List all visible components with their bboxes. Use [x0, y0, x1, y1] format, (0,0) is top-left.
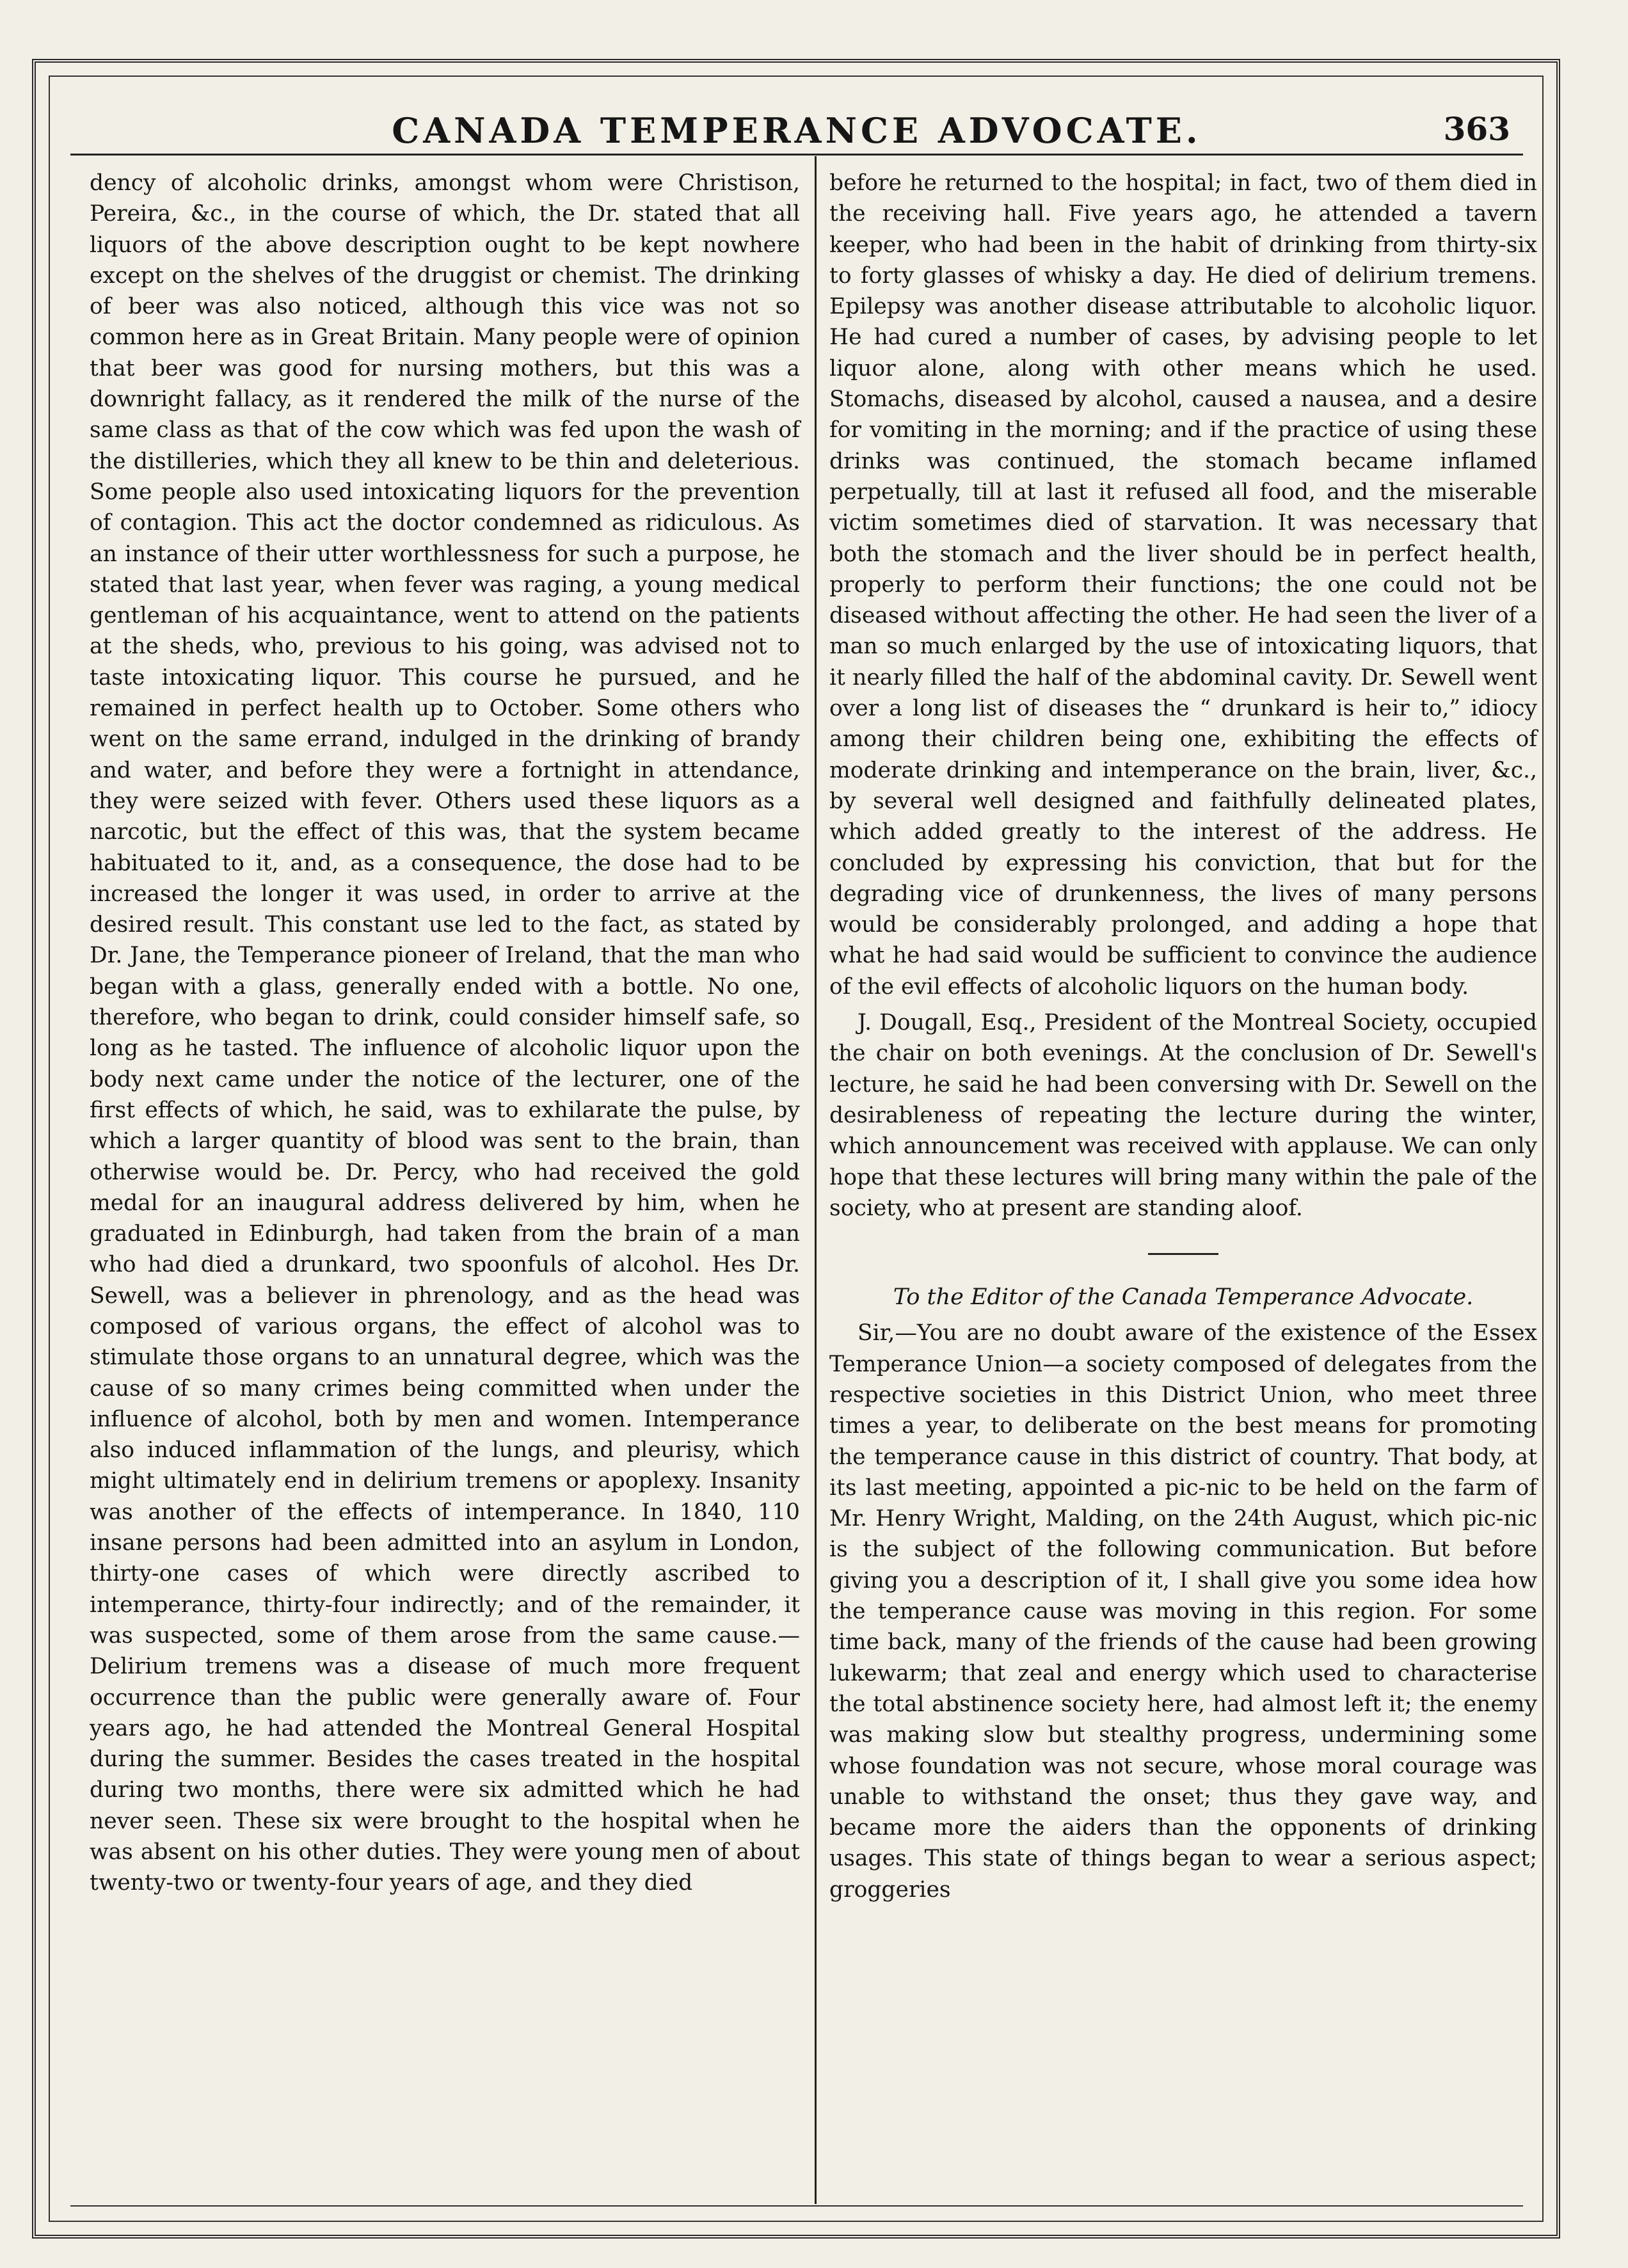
- header-rule: [70, 154, 1523, 156]
- page-number: 363: [1443, 110, 1510, 148]
- left-paragraph-1: dency of alcoholic drinks, amongst whom were Christison, Pereira, &c., in the course of which, the Dr. stated that all liquors of the above description ought to be kept nowhere except on the shelves of the druggist or chemist. The drinking of beer was also noticed, although this vice was not so common here as in Great Britain. Many people were of opinion that beer was good for nursing mothers, but this was a downright fallacy, as it rendered the milk of the nurse of the same class as that of the cow which was fed upon the wash of the distilleries, which they all knew to be thin and deleterious. Some people also used intoxicating liquors for the prevention of contagion. This act the doctor condemned as ridiculous. As an instance of their utter worthlessness for such a purpose, he stated that last year, when fever was raging, a young medical gentleman of his acquaintance, went to attend on the patients at the sheds, who, previous to his going, was advised not to taste intoxicating liquor. This course he pursued, and he remained in perfect health up to October. Some others who went on the same errand, indulged in the drinking of brandy and water, and before they were a fortnight in attendance, they were seized with fever. Others used these liquors as a narcotic, but the effect of this was, that the system became habituated to it, and, as a consequence, the dose had to be increased the longer it was used, in order to arrive at the desired result. This constant use led to the fact, as stated by Dr. Jane, the Temperance pioneer of Ireland, that the man who began with a glass, generally ended with a bottle. No one, therefore, who began to drink, could consider himself safe, so long as he tasted. The influence of alcoholic liquor upon the body next came under the notice of the lecturer, one of the first effects of which, he said, was to exhilarate the pulse, by which a larger quantity of blood was sent to the brain, than otherwise would be. Dr. Percy, who had received the gold medal for an inaugural address delivered by him, when he graduated in Edinburgh, had taken from the brain of a man who had died a drunkard, two spoonfuls of alcohol. Hes Dr. Sewell, was a believer in phrenology, and as the head was composed of various organs, the effect of alcohol was to stimulate those organs to an unnatural degree, which was the cause of so many crimes being committed when under the influence of alcohol, both by men and women. Intemperance also induced inflammation of the lungs, and pleurisy, which might ultimately end in delirium tremens or apoplexy. Insanity was another of the effects of intemperance. In 1840, 110 insane persons had been admitted into an asylum in London, thirty-one cases of which were directly ascribed to intemperance, thirty-four indirectly; and of the remainder, it was suspected, some of them arose from the same cause.— Delirium tremens was a disease of much more frequent occurrence than the public were generally aware of. Four years ago, he had attended the Montreal General Hospital during the summer. Besides the cases treated in the hospital during two months, there were six admitted which he had never seen. These six were brought to the hospital when he was absent on his other duties. They were young men of about twenty-two or twenty-four years of age, and they died: [90, 170, 800, 1896]
- column-divider: [815, 156, 817, 2204]
- page-header: [70, 96, 1523, 154]
- right-paragraph-2: J. Dougall, Esq., President of the Montreal Society, occupied the chair on both evenings. At the conclusion of Dr. Sewell's lecture, he said he had been conversing with Dr. Sewell on the desirableness of repeating the lecture during the winter, which announcement was received with applause. We can only hope that these lectures will bring many within the pale of the society, who at present are standing aloof.: [829, 1010, 1537, 1221]
- left-column: [90, 168, 800, 1899]
- running-title: CANADA TEMPERANCE ADVOCATE.: [392, 110, 1202, 151]
- footer-rule: [70, 2205, 1523, 2207]
- right-column: [829, 168, 1537, 1905]
- right-paragraph-1: before he returned to the hospital; in fact, two of them died in the receiving hall. Five years ago, he attended a tavern keeper, who had been in the habit of drinking from thirty-six to forty glasses of whisky a day. He died of delirium tremens. Epilepsy was another disease attributable to alcoholic liquor. He had cured a number of cases, by advising people to let liquor alone, along with other means which he used. Stomachs, diseased by alcohol, caused a nausea, and a desire for vomiting in the morning; and if the practice of using these drinks was continued, the stomach became inflamed perpetually, till at last it refused all food, and the miserable victim sometimes died of starvation. It was necessary that both the stomach and the liver should be in perfect health, properly to perform their functions; the one could not be diseased without affecting the other. He had seen the liver of a man so much enlarged by the use of intoxicating liquors, that it nearly filled the half of the abdominal cavity. Dr. Sewell went over a long list of diseases the “ drunkard is heir to,” idiocy among their children being one, exhibiting the effects of moderate drinking and intemperance on the brain, liver, &c., by several well designed and faithfully delineated plates, which added greatly to the interest of the address. He concluded by expressing his conviction, that but for the degrading vice of drunkenness, the lives of many persons would be considerably prolonged, and adding a hope that what he had said would be sufficient to convince the audience of the evil effects of alcoholic liquors on the human body.: [829, 170, 1537, 1000]
- right-paragraph-3: Sir,—You are no doubt aware of the existence of the Essex Temperance Union—a society composed of delegates from the respective societies in this District Union, who meet three times a year, to deliberate on the best means for promoting the temperance cause in this district of country. That body, at its last meeting, appointed a pic-nic to be held on the farm of Mr. Henry Wright, Malding, on the 24th August, which pic-nic is the subject of the following communication. But before giving you a description of it, I shall give you some idea how the temperance cause was moving in this region. For some time back, many of the friends of the cause had been growing lukewarm; that zeal and energy which used to characterise the total abstinence society here, had almost left it; the enemy was making slow but stealthy progress, undermining some whose foundation was not secure, whose moral courage was unable to withstand the onset; thus they gave way, and became more the aiders than the opponents of drinking usages. This state of things began to wear a serious aspect; groggeries: [829, 1320, 1537, 1903]
- section-divider: [1148, 1253, 1218, 1255]
- letter-heading: To the Editor of the Canada Temperance Advocate.: [893, 1284, 1474, 1311]
